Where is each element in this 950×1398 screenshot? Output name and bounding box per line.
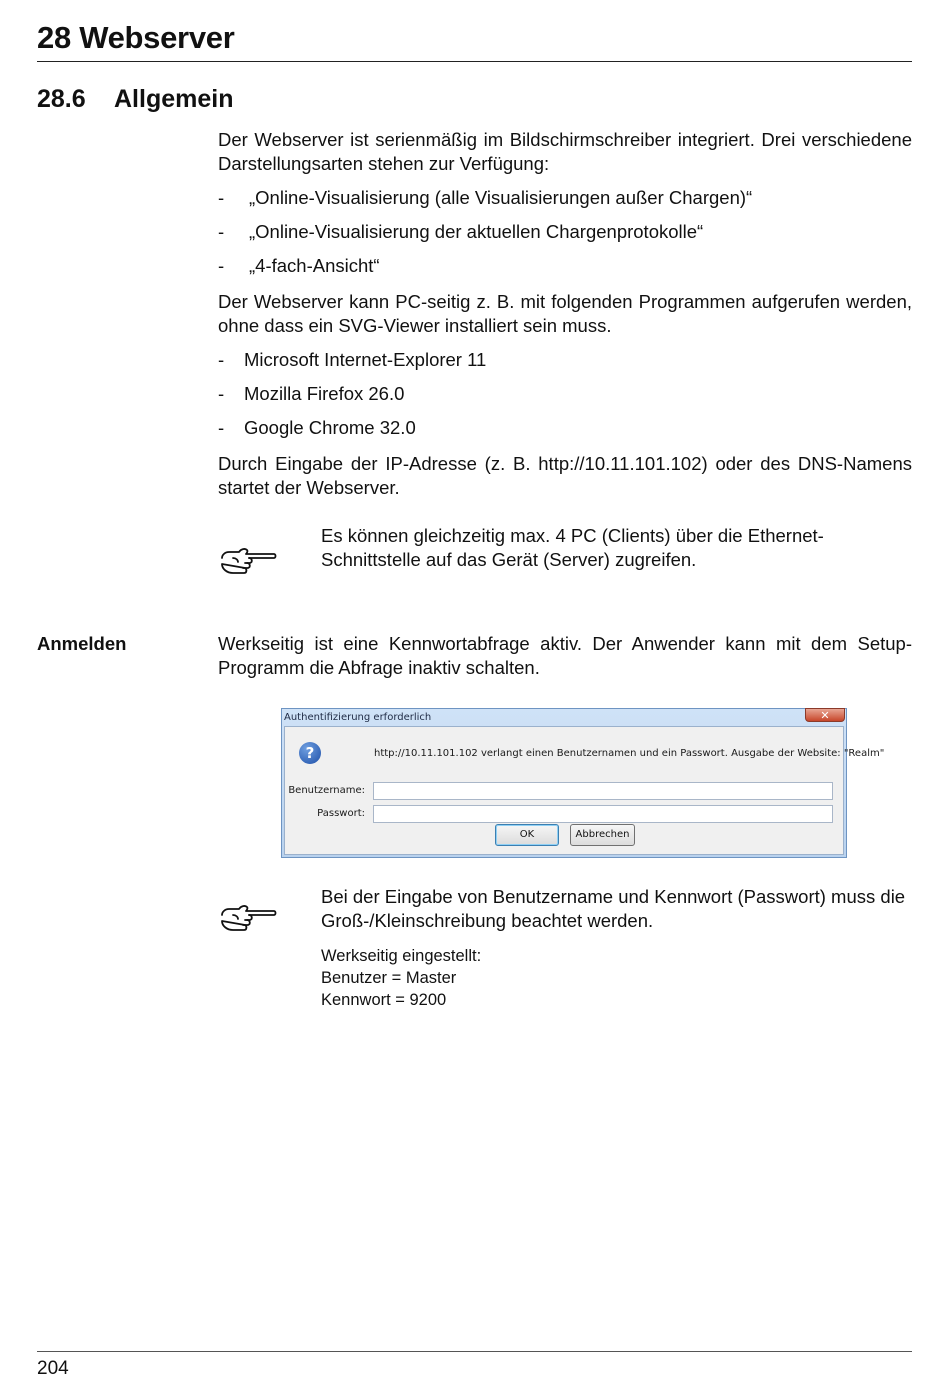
browsers-block	[218, 290, 912, 450]
side-label-login: Anmelden	[37, 633, 127, 654]
dialog-body	[284, 726, 885, 855]
intro-paragraph: Der Webserver ist serienmäßig im Bildschirmschreiber integriert. Drei verschiedene Darstellungsarten stehen zur Verfügung:	[218, 129, 912, 174]
list-item-text: Microsoft Internet-Explorer 11	[244, 349, 487, 370]
note-text: Es können gleichzeitig max. 4 PC (Clients) über die Ethernet-Schnittstelle auf das Gerät (Server) zugreifen.	[321, 525, 824, 570]
dialog-message: http://10.11.101.102 verlangt einen Benutzernamen und ein Passwort. Ausgabe der Website: "Realm"	[374, 748, 885, 759]
list-dash: -	[218, 349, 225, 370]
defaults-heading: Werkseitig eingestellt:	[321, 947, 482, 965]
list-item-text: Google Chrome 32.0	[244, 417, 416, 438]
list-dash: -	[218, 187, 225, 208]
password-input[interactable]	[373, 805, 833, 823]
section-number: 28.6	[37, 85, 86, 113]
intro-block	[218, 128, 912, 288]
modes-list	[218, 186, 912, 288]
list-item	[218, 254, 912, 288]
start-paragraph: Durch Eingabe der IP-Adresse (z. B. http://10.11.101.102) oder des DNS-Namens startet der Webserver.	[218, 453, 912, 498]
username-input[interactable]	[373, 782, 833, 800]
list-item	[218, 186, 912, 220]
list-item	[218, 416, 912, 450]
header-divider	[37, 61, 912, 62]
close-icon[interactable]: ✕	[805, 708, 845, 722]
ok-button[interactable]: OK	[495, 824, 559, 846]
list-dash: -	[218, 255, 225, 276]
browsers-list	[218, 348, 912, 450]
pointing-hand-icon	[219, 544, 277, 578]
section-title	[37, 82, 233, 116]
list-item-text: „4-fach-Ansicht“	[249, 255, 380, 276]
list-dash: -	[218, 417, 225, 438]
list-item	[218, 348, 912, 382]
footer-divider	[37, 1351, 912, 1352]
list-item-text: Mozilla Firefox 26.0	[244, 383, 405, 404]
chapter-title: 28 Webserver	[37, 20, 235, 55]
section-heading: Allgemein	[114, 85, 234, 113]
list-item-text: „Online-Visualisierung (alle Visualisierungen außer Chargen)“	[249, 187, 753, 208]
page-number: 204	[37, 1358, 69, 1379]
note-case-sensitivity	[321, 885, 911, 1011]
note-concurrent-clients	[321, 524, 911, 572]
list-item	[218, 220, 912, 254]
username-label: Benutzername:	[288, 785, 365, 796]
list-dash: -	[218, 221, 225, 242]
browsers-paragraph: Der Webserver kann PC-seitig z. B. mit folgenden Programmen aufgerufen werden, ohne dass ein SVG-Viewer installiert sein muss.	[218, 291, 912, 336]
list-item	[218, 382, 912, 416]
defaults-password: Kennwort = 9200	[321, 991, 447, 1009]
cancel-button[interactable]: Abbrechen	[570, 824, 635, 846]
login-paragraph: Werkseitig ist eine Kennwortabfrage aktiv. Der Anwender kann mit dem Setup-Programm die Abfrage inaktiv schalten.	[218, 633, 912, 678]
list-dash: -	[218, 383, 225, 404]
question-icon: ?	[299, 742, 321, 764]
login-block	[218, 632, 912, 680]
note-text: Bei der Eingabe von Benutzername und Kennwort (Passwort) muss die Groß-/Kleinschreibung beachtet werden.	[321, 886, 906, 931]
defaults-user: Benutzer = Master	[321, 969, 457, 987]
list-item-text: „Online-Visualisierung der aktuellen Chargenprotokolle“	[249, 221, 704, 242]
start-block	[218, 452, 912, 500]
auth-dialog-screenshot	[281, 708, 885, 858]
password-label: Passwort:	[317, 808, 365, 819]
pointing-hand-icon	[219, 901, 277, 935]
dialog-title: Authentifizierung erforderlich	[284, 712, 432, 723]
